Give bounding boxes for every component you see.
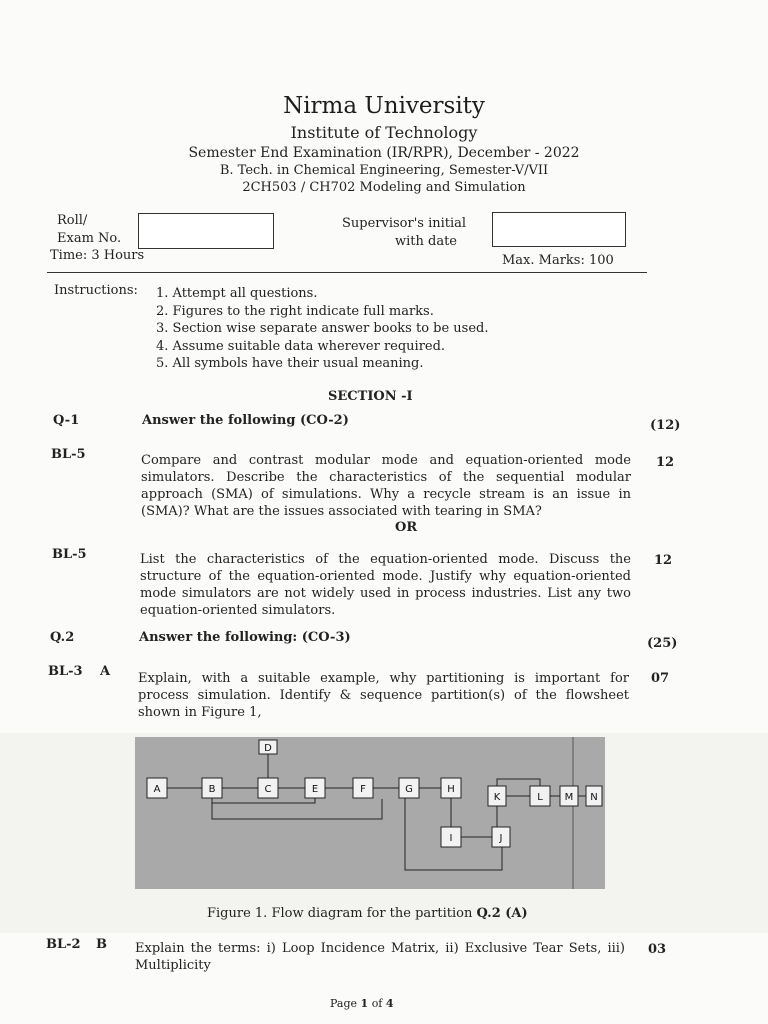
q1-label: Q-1 (53, 413, 80, 428)
q1a-text: Compare and contrast modular mode and equation-oriented mode simulators. Describe the characteristics of the sequential modular approach (SMA) of simulations. Why a recycle stream is an issue in (SMA)? What are the issues associated with tearing in SMA? (141, 453, 631, 519)
q2a-letter: A (100, 664, 111, 679)
page-number: 1 (360, 997, 369, 1010)
page-prefix: Page (330, 997, 358, 1010)
q2b-text: Explain the terms: i) Loop Incidence Matrix, ii) Exclusive Tear Sets, iii) Multiplicity (135, 941, 625, 973)
or-divider: OR (395, 520, 418, 535)
unit-label: J (499, 833, 503, 844)
university-title: Nirma University (283, 93, 485, 119)
q1a-bl: BL-5 (51, 447, 86, 462)
q2a-bl: BL-3 (48, 664, 83, 679)
figure-caption-ref: Q.2 (A) (476, 906, 528, 921)
unit-label: F (360, 784, 366, 795)
q2b-marks: 03 (648, 942, 667, 957)
unit-label: L (537, 792, 543, 803)
q1b-text: List the characteristics of the equation-oriented mode. Discuss the structure of the equation-oriented mode. Justify why equation-oriented mode simulators are not widely used in process industries. List any two equation-oriented simulators. (140, 552, 631, 618)
instruction-item: 3. Section wise separate answer books to be used. (156, 321, 489, 336)
instruction-item: 5. All symbols have their usual meaning. (156, 356, 424, 371)
unit-label: M (564, 792, 574, 803)
unit-label: A (153, 784, 161, 795)
q2-marks: (25) (647, 636, 678, 651)
instruction-item: 4. Assume suitable data wherever required. (156, 338, 446, 354)
unit-label: K (493, 792, 501, 803)
instruction-item: 1. Attempt all questions. (156, 286, 318, 301)
unit-label: N (590, 792, 598, 803)
unit-label: B (208, 784, 216, 795)
page-total: 4 (385, 997, 394, 1010)
q1b-bl: BL-5 (52, 547, 87, 562)
unit-label: C (264, 784, 272, 795)
unit-label: D (264, 743, 272, 754)
page-of: of (371, 997, 383, 1010)
section-title: SECTION -I (328, 389, 413, 404)
header-divider (47, 272, 647, 273)
supervisor-initial-box[interactable] (492, 212, 626, 247)
q1a-marks: 12 (656, 455, 675, 470)
institute-name: Institute of Technology (290, 123, 478, 142)
q2-title: Answer the following: (CO-3) (139, 630, 351, 645)
unit-label: I (449, 833, 453, 844)
supervisor-date-label: with date (395, 234, 458, 249)
unit-label: G (405, 784, 413, 795)
unit-label: E (311, 784, 319, 795)
exam-no-label: Exam No. (57, 231, 122, 246)
q2a-marks: 07 (651, 671, 670, 686)
flowsheet-diagram (135, 737, 605, 889)
exam-name: Semester End Examination (IR/RPR), December - 2022 (188, 145, 580, 161)
instructions-label: Instructions: (54, 283, 138, 298)
q1b-marks: 12 (654, 553, 673, 568)
roll-label: Roll/ (57, 213, 88, 228)
program-name: B. Tech. in Chemical Engineering, Semester-V/VII (219, 163, 549, 178)
q1-title: Answer the following (CO-2) (142, 413, 349, 428)
unit-label: H (447, 784, 455, 795)
page-footer (330, 997, 394, 1010)
q2a-text: Explain, with a suitable example, why partitioning is important for process simulation. Identify & sequence partition(s) of the flowsheet shown in Figure 1, (138, 671, 629, 720)
roll-number-box[interactable] (138, 213, 274, 249)
figure-caption-text: Figure 1. Flow diagram for the partition (207, 906, 473, 921)
time-label: Time: 3 Hours (50, 248, 145, 263)
supervisor-label: Supervisor's initial (342, 216, 467, 231)
q2b-bl: BL-2 (46, 937, 81, 952)
q2b-letter: B (96, 937, 107, 952)
instructions-list (156, 285, 489, 373)
flowsheet-figure (135, 737, 605, 889)
q2-label: Q.2 (50, 630, 75, 645)
instruction-item: 2. Figures to the right indicate full marks. (156, 303, 434, 319)
max-marks-label: Max. Marks: 100 (502, 253, 614, 268)
figure-caption (207, 906, 528, 921)
q1-marks: (12) (650, 418, 681, 433)
course-name: 2CH503 / CH702 Modeling and Simulation (242, 180, 526, 195)
